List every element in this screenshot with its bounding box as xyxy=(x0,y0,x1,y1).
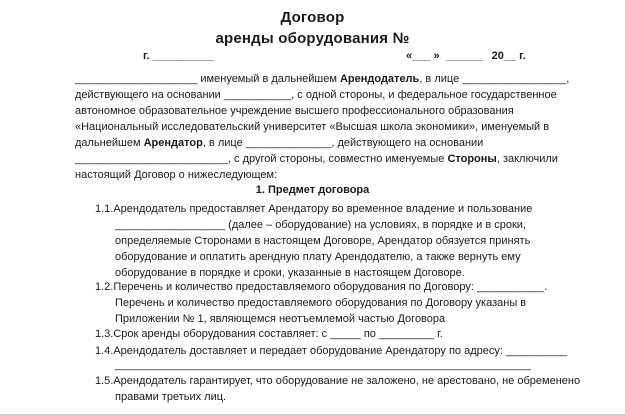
preamble-text: , в лице ______________, действующего на основании xyxy=(202,137,484,149)
preamble-text: дальнейшем xyxy=(75,137,144,149)
clause-1-1-line-4: оборудование и оплатить арендную плату Арендодателю, а также вернуть ему xyxy=(115,251,521,263)
document-subtitle: аренды оборудования № xyxy=(215,30,410,47)
preamble-line-6 xyxy=(75,152,558,166)
preamble-line-2: действующего на основании ___________, с одной стороны, и федеральное государственное xyxy=(75,89,557,101)
date-field: «___ » ______ 20__ г. xyxy=(406,50,526,62)
parties-term: Стороны xyxy=(447,153,497,165)
preamble-line-3: автономное образовательное учреждение высшего профессионального образования xyxy=(75,105,514,117)
preamble-line-1 xyxy=(75,72,569,86)
preamble-text: _________________________, с другой стороны, совместно именуемые xyxy=(75,153,448,165)
clause-1-4-line-2: ____________________________________________________________________ xyxy=(115,359,532,371)
lessor-name-blank: ____________________ xyxy=(75,73,198,85)
preamble-line-7: настоящий Договор о нижеследующем: xyxy=(75,169,278,181)
clause-1-1-line-1: 1.1.Арендодатель предоставляет Арендатору во временное владение и пользование xyxy=(95,203,533,215)
clause-1-2-line-2: Перечень и количество предоставляемого оборудования по Договору указаны в xyxy=(115,297,527,309)
preamble-text: , заключили xyxy=(496,153,558,165)
clause-1-1-line-2: __________________ (далее – оборудование) на условиях, в порядке и в сроки, xyxy=(115,219,526,231)
document-title: Договор xyxy=(280,9,345,26)
preamble-line-5 xyxy=(75,136,483,150)
clause-1-3: 1.3.Срок аренды оборудования составляет: с _____ по _________ г. xyxy=(95,328,443,340)
preamble-text: именуемый в дальнейшем xyxy=(197,73,340,85)
preamble-line-4: «Национальный исследовательский университет «Высшая школа экономики», именуемый в xyxy=(75,121,550,133)
clause-1-1-line-5: оборудование в порядке и сроки, указанные в настоящем Договоре. xyxy=(115,267,465,279)
section-heading: 1. Предмет договора xyxy=(255,184,370,196)
preamble-text: , в лице _________________, xyxy=(419,73,570,85)
clause-1-2-line-1: 1.2.Перечень и количество предоставляемого оборудования по Договору: ___________. xyxy=(95,281,548,293)
lessor-term: Арендодатель xyxy=(339,73,420,85)
lessee-term: Арендатор xyxy=(143,137,203,149)
clause-1-4-line-1: 1.4.Арендодатель доставляет и передает оборудование Арендатору по адресу: __________ xyxy=(95,345,568,357)
clause-1-1-line-3: определяемые Сторонами в настоящем Договоре, Арендатор обязуется принять xyxy=(115,235,531,247)
clause-1-2-line-3: Приложении № 1, являющемся неотъемлемой частью Договора xyxy=(115,313,446,325)
clause-1-5-line-1: 1.5.Арендодатель гарантирует, что оборудование не заложено, не арестовано, не обременено xyxy=(95,375,581,387)
clause-1-5-line-2: правами третьих лиц. xyxy=(115,391,227,403)
city-field: г. __________ xyxy=(143,50,214,62)
